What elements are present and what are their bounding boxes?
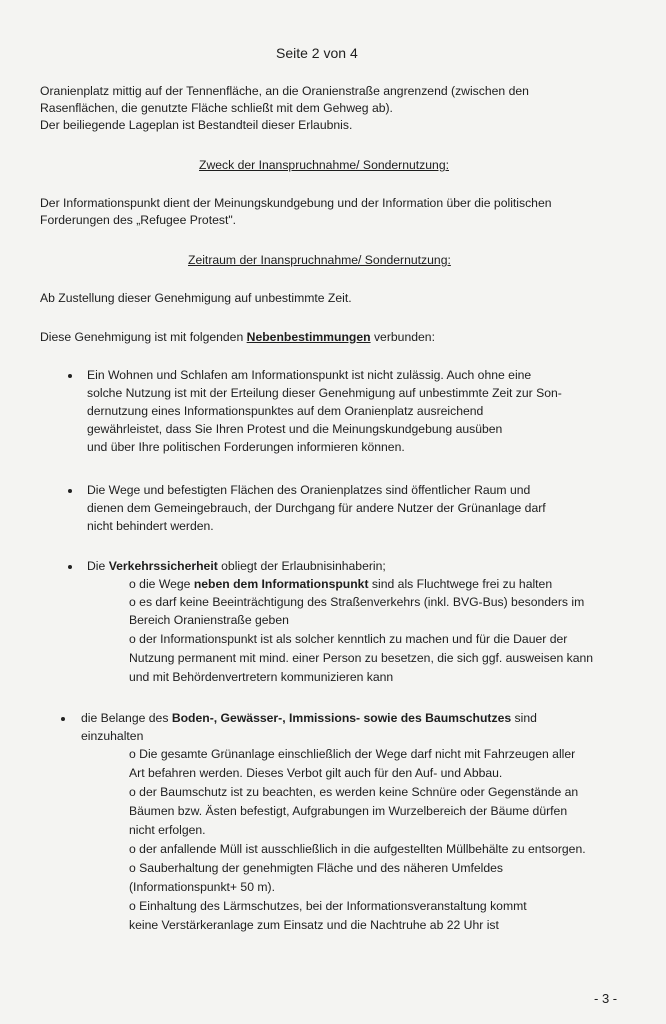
bullet-4-sub-5-line-2: keine Verstärkeranlage zum Einsatz und die Nachtruhe ab 22 Uhr ist: [129, 918, 499, 932]
bullet-3-sub-2-line-2: Bereich Oranienstraße geben: [129, 613, 289, 627]
bullet-4-sub-4-line-2: (Informationspunkt+ 50 m).: [129, 880, 275, 894]
bullet-1-dot: [68, 374, 72, 378]
zeitraum-line-1: Ab Zustellung dieser Genehmigung auf unbestimmte Zeit.: [40, 291, 352, 305]
bullet-3-sub-1-bold: neben dem Informationspunkt: [193, 577, 369, 591]
bullet-2-line-2: dienen dem Gemeingebrauch, der Durchgang für andere Nutzer der Grünanlage darf: [87, 501, 546, 515]
bullet-3-sub-1-pre: o die Wege: [129, 577, 194, 591]
intro-line-1: Oranienplatz mittig auf der Tennenfläche, an die Oranienstraße angrenzend (zwischen den: [40, 84, 529, 98]
neben-bold: Nebenbestimmungen: [246, 330, 371, 344]
bullet-3-sub-3-line-3: und mit Behördenvertretern kommunizieren kann: [129, 670, 394, 684]
bullet-4-pre: die Belange des: [81, 711, 172, 725]
bullet-4-line-1: [81, 711, 537, 726]
bullet-4-sub-2-line-3: nicht erfolgen.: [129, 823, 206, 837]
neben-post: verbunden:: [370, 330, 435, 344]
page-header: Seite 2 von 4: [276, 45, 358, 61]
intro-line-2: Rasenflächen, die genutzte Fläche schließt mit dem Gehweg ab).: [40, 101, 393, 115]
bullet-1-line-4: gewährleistet, dass Sie Ihren Protest und die Meinungskundgebung ausüben: [87, 422, 503, 436]
zweck-line-1: Der Informationspunkt dient der Meinungskundgebung und der Information über die politischen: [40, 196, 552, 210]
bullet-1-line-2: solche Nutzung ist mit der Erteilung dieser Genehmigung auf unbestimmte Zeit zur Son-: [87, 386, 562, 400]
page-footer: - 3 -: [594, 991, 618, 1006]
bullet-3-sub-1-post: sind als Fluchtwege frei zu halten: [368, 577, 553, 591]
bullet-3-pre: Die: [87, 559, 109, 573]
bullet-3-line-1: [87, 559, 386, 574]
zweck-line-2: Forderungen des „Refugee Protest".: [40, 213, 237, 227]
bullet-2-dot: [68, 489, 72, 493]
bullet-4-dot: [61, 717, 65, 721]
bullet-1-line-1: Ein Wohnen und Schlafen am Informationspunkt ist nicht zulässig. Auch ohne eine: [87, 368, 532, 382]
bullet-4-sub-4-line-1: o Sauberhaltung der genehmigten Fläche und des näheren Umfeldes: [129, 861, 504, 875]
bullet-4-bold: Boden-, Gewässer-, Immissions- sowie des Baumschutzes: [171, 711, 512, 725]
neben-pre: Diese Genehmigung ist mit folgenden: [40, 330, 247, 344]
bullet-4-line-2: einzuhalten: [81, 729, 144, 743]
bullet-4-post: sind: [511, 711, 537, 725]
zweck-heading: Zweck der Inanspruchnahme/ Sondernutzung:: [199, 158, 449, 172]
bullet-3-post: obliegt der Erlaubnisinhaberin;: [217, 559, 386, 573]
bullet-3-dot: [68, 565, 72, 569]
bullet-3-sub-3-line-2: Nutzung permanent mit mind. einer Person zu besetzen, die sich ggf. ausweisen kann: [129, 651, 594, 665]
bullet-4-sub-2-line-2: Bäumen bzw. Ästen befestigt, Aufgrabungen im Wurzelbereich der Bäume dürfen: [129, 804, 568, 818]
bullet-2-line-1: Die Wege und befestigten Flächen des Oranienplatzes sind öffentlicher Raum und: [87, 483, 531, 497]
bullet-1-line-3: dernutzung eines Informationspunktes auf dem Oranienplatz ausreichend: [87, 404, 484, 418]
intro-line-3: Der beiliegende Lageplan ist Bestandteil dieser Erlaubnis.: [40, 118, 353, 132]
bullet-4-sub-1-line-2: Art befahren werden. Dieses Verbot gilt auch für den Auf- und Abbau.: [129, 766, 503, 780]
nebenbestimmungen-intro: [40, 330, 435, 345]
bullet-4-sub-2-line-1: o der Baumschutz ist zu beachten, es werden keine Schnüre oder Gegenstände an: [129, 785, 579, 799]
zeitraum-heading: Zeitraum der Inanspruchnahme/ Sondernutzung:: [188, 253, 451, 267]
bullet-4-sub-3: o der anfallende Müll ist ausschließlich in die aufgestellten Müllbehälte zu entsorgen.: [129, 842, 586, 856]
bullet-1-line-5: und über Ihre politischen Forderungen informieren können.: [87, 440, 405, 454]
bullet-3-bold: Verkehrssicherheit: [108, 559, 218, 573]
bullet-3-sub-2-line-1: o es darf keine Beeinträchtigung des Straßenverkehrs (inkl. BVG-Bus) besonders im: [129, 595, 585, 609]
bullet-4-sub-5-line-1: o Einhaltung des Lärmschutzes, bei der Informationsveranstaltung kommt: [129, 899, 527, 913]
bullet-3-sub-1: [129, 577, 552, 592]
bullet-4-sub-1-line-1: o Die gesamte Grünanlage einschließlich der Wege darf nicht mit Fahrzeugen aller: [129, 747, 576, 761]
bullet-3-sub-3-line-1: o der Informationspunkt ist als solcher kenntlich zu machen und für die Dauer der: [129, 632, 568, 646]
bullet-2-line-3: nicht behindert werden.: [87, 519, 214, 533]
